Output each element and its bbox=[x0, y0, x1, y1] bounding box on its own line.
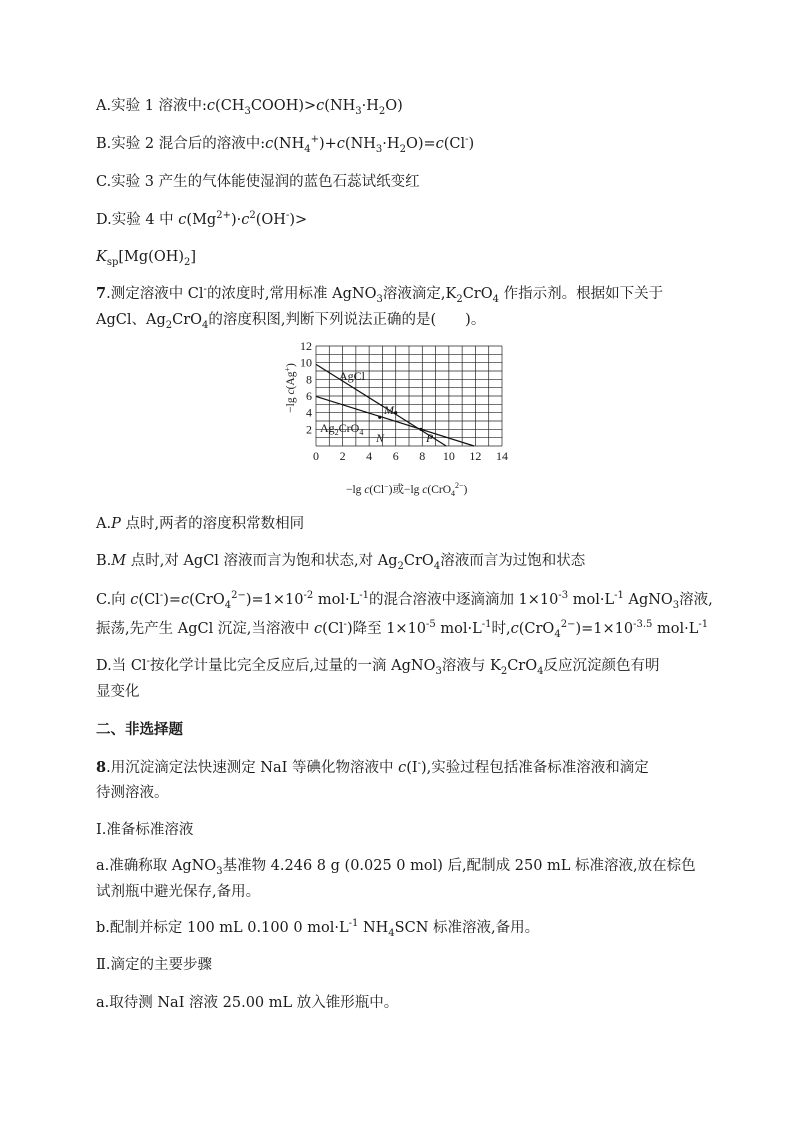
y-axis-label: −lg c(Ag+) bbox=[283, 363, 297, 413]
series-label-agcl: AgCl bbox=[339, 369, 366, 383]
x-tick-label: 6 bbox=[392, 449, 399, 463]
q7-stem-line1: 7.测定溶液中 Cl-的浓度时,常用标准 AgNO$_3$溶液滴定$,K_2CrO_4$ 作指示剂。根据如下关于 bbox=[96, 284, 664, 305]
q6-option-a bbox=[96, 96, 403, 116]
y-tick-label: 8 bbox=[306, 372, 312, 387]
q7-option-d-line1: D.当 Cl-按化学计量比完全反应后,过量的一滴 AgNO$_3$溶液与 $K_2CrO_4$反应沉淀颜色有明 bbox=[96, 656, 660, 677]
x-tick-label: 2 bbox=[339, 449, 346, 463]
q8-part2-title: Ⅱ.滴定的主要步骤 bbox=[96, 957, 212, 973]
q8-part1-b: b.配制并标定 100 mL 0.100 0 $mol\cdot L^{-1}$ $NH_4SCN$ 标准溶液,备用。 bbox=[96, 918, 540, 939]
q8-stem-line1: 8.用沉淀滴定法快速测定 NaI 等碘化物溶液中 c(I-),实验过程包括准备标准溶液和滴定 bbox=[96, 758, 649, 776]
y-tick-label: 12 bbox=[300, 339, 312, 353]
q7-option-a: A.P 点时,两者的溶度积常数相同 bbox=[96, 516, 305, 532]
x-tick-label: 0 bbox=[313, 449, 319, 463]
q7-stem-line2: AgCl、$Ag_2CrO_4$的溶度积图,判断下列说法正确的是( )。 bbox=[96, 312, 486, 331]
q6-option-d-prefix: D.实验 4 中 bbox=[96, 212, 179, 228]
q7-option-d-line2: 显变化 bbox=[96, 684, 140, 700]
q6-option-b bbox=[96, 134, 474, 154]
q6-option-c: C.实验 3 产生的气体能使湿润的蓝色石蕊试纸变红 bbox=[96, 174, 420, 190]
y-tick-label: 10 bbox=[300, 355, 312, 370]
x-tick-label: 14 bbox=[496, 449, 508, 463]
q6-option-a-prefix: A.实验 1 溶液中: bbox=[96, 98, 207, 114]
q6-option-d-expr: $c(Mg^{2+})\cdot c^2(OH^-)>$ bbox=[178, 210, 308, 228]
q8-part1-a-line2: 试剂瓶中避光保存,备用。 bbox=[96, 884, 261, 900]
x-axis-label: −lg c(Cl−)或−lg c(CrO$_4^{2-}$) bbox=[346, 481, 468, 498]
ksp-chart bbox=[280, 336, 512, 498]
q6-option-d-ksp: $K_{sp}[Mg(OH)_2]$ bbox=[96, 249, 197, 268]
x-tick-label: 4 bbox=[366, 449, 373, 463]
section-title: 二、非选择题 bbox=[96, 721, 183, 738]
point-m bbox=[394, 411, 397, 414]
q6-option-a-expr: $c(CH_3COOH)>c(NH_3\cdot H_2O)$ bbox=[206, 98, 403, 117]
point-label-p: P bbox=[426, 431, 434, 445]
q6-option-b-prefix: B.实验 2 混合后的溶液中: bbox=[96, 136, 266, 152]
q7-number: 7 bbox=[96, 285, 107, 302]
y-tick-label: 6 bbox=[306, 389, 312, 403]
q7-option-c-line2: 振荡,先产生 AgCl 沉淀,当溶液中 c(Cl-)降至 $1\times 10^{-5}$ $mol\cdot L^{-1}$时$,c(CrO_4^{2-})=1\times 10^{-3.5}$ $mol\cdot L^{-1}$ bbox=[96, 619, 709, 640]
x-tick-label: 10 bbox=[442, 449, 455, 463]
q6-option-b-expr: $c(NH_4^+)+c(NH_3\cdot H_2O)=c(Cl^-)$ bbox=[265, 134, 475, 155]
q8-stem-line2: 待测溶液。 bbox=[96, 785, 169, 801]
x-tick-label: 8 bbox=[419, 449, 426, 463]
q7-option-c-line1: C.向 $c(Cl^-)=c(CrO_4^{2-})=1\times 10^{-2}$ $mol\cdot L^{-1}$的混合溶液中逐滴滴加 $1\times 10^{-3}$ $mol\cdot L^{-1}$ AgNO$_3$溶液, bbox=[96, 590, 713, 611]
q7-option-b: B.M 点时,对 AgCl 溶液而言为饱和状态,对 $Ag_2CrO_4$溶液而言为过饱和状态 bbox=[96, 553, 586, 572]
point-p bbox=[419, 428, 422, 431]
q8-part1-title: Ⅰ.准备标准溶液 bbox=[96, 822, 194, 838]
q6-option-d bbox=[96, 210, 307, 230]
y-tick-label: 2 bbox=[306, 422, 312, 437]
point-label-m: M bbox=[384, 403, 394, 417]
series-label-ag2cro4: $Ag_2CrO_4$ bbox=[320, 421, 364, 437]
point-n bbox=[378, 416, 381, 419]
q8-number: 8 bbox=[96, 759, 107, 776]
point-label-n: N bbox=[376, 431, 385, 445]
x-tick-label: 12 bbox=[469, 449, 482, 463]
y-tick-label: 4 bbox=[306, 405, 312, 420]
q8-part1-a-line1: a.准确称取 AgNO$_3$基准物 4.246 8 g (0.025 0 mol) 后,配制成 250 mL 标准溶液,放在棕色 bbox=[96, 858, 696, 877]
q8-part2-a: a.取待测 NaI 溶液 25.00 mL 放入锥形瓶中。 bbox=[96, 995, 399, 1011]
